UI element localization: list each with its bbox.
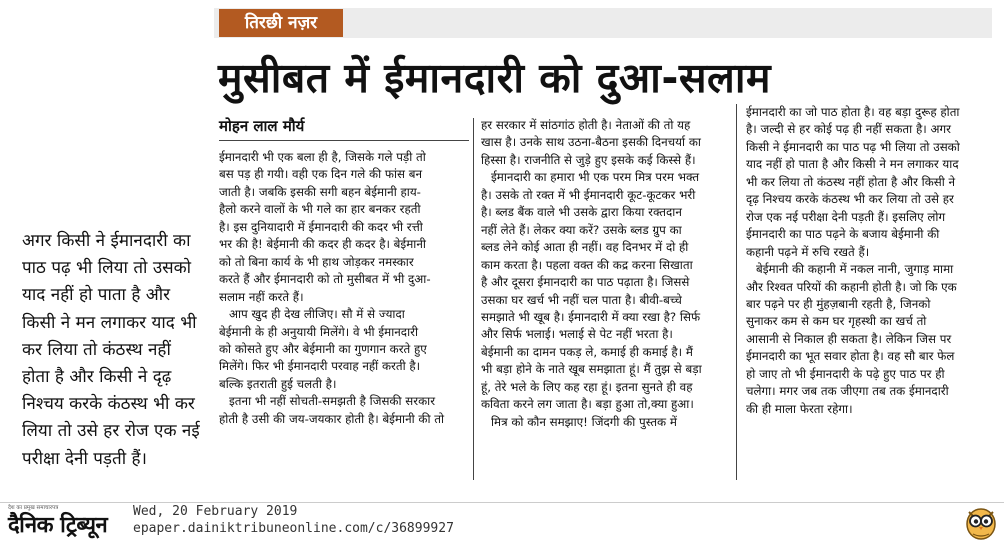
body-line: है और दूसरा ईमानदारी का पाठ पढ़ाता है। जिससे xyxy=(481,275,690,290)
body-line: रोज एक नई परीक्षा देनी पड़ती हैं। इसलिए लोग xyxy=(746,209,946,224)
body-line: बेईमानी की कहानी में नकल नानी, जुगाड़ मामा xyxy=(756,262,954,277)
body-line: इतना भी नहीं सोचती-समझती है जिसकी सरकार xyxy=(229,394,436,409)
pull-quote-line: निश्चय करके कंठस्थ भी कर xyxy=(22,394,195,415)
body-line: हैलो करने वालों के भी गले का हार बनकर रहती xyxy=(219,202,421,217)
body-line: है। उसके तो रक्त में भी ईमानदारी कूट-कूटकर भरी xyxy=(481,187,696,202)
column-divider xyxy=(736,104,737,480)
brand-tagline: देश का प्रमुख समाचारपत्र xyxy=(8,505,59,511)
body-line: ईमानदारी का हमारा भी एक परम मित्र परम भक्त xyxy=(491,170,700,185)
body-line: है। ब्लड बैंक वाले भी उसके द्वारा किया रक्तदान xyxy=(481,205,682,220)
body-line: किसी ने ईमानदारी का पाठ पढ़ भी लिया तो उसको xyxy=(746,139,960,154)
body-line: ईमानदारी का जो पाठ होता है। वह बड़ा दुरूह होता xyxy=(746,105,960,119)
body-line: बस पड़ ही गयी। वही एक दिन गले की फांस बन xyxy=(219,167,423,182)
body-line: हर सरकार में सांठगांठ होती है। नेताओं की तो यह xyxy=(481,118,691,132)
body-line: बार पढ़ने पर ही मुंहज़बानी रहती है, जिनको xyxy=(746,296,931,311)
body-line: है। इस दुनियादारी में ईमानदारी की कदर भी रत्ती xyxy=(219,219,423,234)
body-line: है। जल्दी से हर कोई पढ़ ही नहीं सकता है। अगर xyxy=(746,122,951,137)
pull-quote-line: याद नहीं हो पाता है और xyxy=(22,285,171,306)
byline-rule xyxy=(219,140,469,141)
body-line: सुनाकर कम से कम घर गृहस्थी का खर्च तो xyxy=(746,314,927,329)
pull-quote-line: पाठ पढ़ भी लिया तो उसको xyxy=(22,258,192,279)
body-line: कहानी पढ़ने में रुचि रखते हैं। xyxy=(746,244,870,259)
byline: मोहन लाल मौर्य xyxy=(219,117,305,135)
body-line: आसानी से निकाल ही सकता है। लेकिन जिस पर xyxy=(746,331,952,346)
body-line: हूं, तेरे भले के लिए कह रहा हूं। इतना सुनते ही वह xyxy=(481,379,693,394)
body-column-2 xyxy=(481,117,721,431)
pull-quote-line: परीक्षा देनी पड़ती हैं। xyxy=(22,448,147,469)
body-line: खास है। उनके साथ उठना-बैठना इसकी दिनचर्या का xyxy=(481,135,701,150)
body-line: काम करता है। पहला वक्त की कद्र करना सिखाता xyxy=(481,257,693,272)
body-line: कविता करने लग जाता है। बड़ा हुआ तो,क्या हुआ। xyxy=(481,397,694,412)
pull-quote-line: अगर किसी ने ईमानदारी का xyxy=(22,231,191,251)
body-line: को कोसते हुए और बेईमानी का गुणगान करते हुए xyxy=(219,341,427,356)
pull-quote xyxy=(22,228,202,473)
edition-url[interactable]: epaper.dainiktribuneonline.com/c/36899927 xyxy=(133,521,454,536)
brand-logo[interactable] xyxy=(8,505,126,541)
body-line: भर की है! बेईमानी की कदर ही कदर है। बेईमानी xyxy=(219,237,426,252)
body-line: हिस्सा है। राजनीति से जुड़े हुए इसके कई किस्से हैं। xyxy=(481,152,696,167)
column-divider xyxy=(473,118,474,480)
body-line: चलेगा। मगर जब तक जीएगा तब तक ईमानदारी xyxy=(746,384,949,399)
body-line: होती है उसी की जय-जयकार होती है। बेईमानी की तो xyxy=(219,411,445,426)
body-line: उसका घर खर्च भी नहीं चल पाता है। बीवी-बच्चे xyxy=(481,292,682,307)
body-line: ब्लड लेने कोई आता ही नहीं। वह दिनभर में दो ही xyxy=(481,240,689,255)
body-line: की ही माला फेरता रहेगा। xyxy=(746,401,853,416)
body-line: और रिश्वत परियों की कहानी होती है। जो कि एक xyxy=(746,279,957,294)
pull-quote-line: होता है और किसी ने दृढ़ xyxy=(22,367,172,388)
body-line: करते हैं और ईमानदारी को तो मुसीबत में भी दुआ- xyxy=(219,272,431,287)
body-line: ईमानदारी का पाठ पढ़ने के बजाय बेईमानी की xyxy=(746,227,940,242)
body-line: भी कर लिया तो कंठस्थ नहीं होता है और किसी ने xyxy=(746,174,956,189)
rubric-label: तिरछी नज़र xyxy=(219,9,343,37)
pull-quote-line: कर लिया तो कंठस्थ नहीं xyxy=(22,339,171,360)
body-line: दृढ़ निश्चय करके कंठस्थ भी कर लिया तो उसे हर xyxy=(746,192,954,207)
edition-meta xyxy=(133,503,454,537)
pull-quote-line: लिया तो उसे हर रोज एक नई xyxy=(22,421,200,442)
body-line: नहीं लेते हैं। लेकर क्या करें? उसके ब्लड ग्रुप का xyxy=(481,222,682,237)
body-line: सलाम नहीं करते हैं। xyxy=(219,289,304,304)
body-line: बेईमानी के ही अनुयायी मिलेंगे। वे भी ईमानदारी xyxy=(219,324,419,339)
headline: मुसीबत में ईमानदारी को दुआ-सलाम xyxy=(218,54,771,102)
body-line: हो जाए तो भी ईमानदारी के पढ़े हुए पाठ पर ही xyxy=(746,366,945,381)
body-line: जाती है। जबकि इसकी सगी बहन बेईमानी हाय- xyxy=(219,184,421,199)
body-line: को तो बिना कार्य के भी हाथ जोड़कर नमस्कार xyxy=(219,254,414,269)
body-line: समझाते भी खूब है। ईमानदारी में क्या रखा है? सिर्फ xyxy=(481,309,701,324)
owl-icon[interactable] xyxy=(964,504,998,540)
body-line: मिलेंगे। फिर भी ईमानदारी परवाह नहीं करती है। xyxy=(219,359,421,374)
body-line: भी बड़ा होने के नाते खूब समझाता हूं। मैं तुझ से बड़ा xyxy=(481,362,702,377)
brand-name: दैनिक ट्रिब्यून xyxy=(8,513,108,538)
body-line: याद नहीं हो पाता है और किसी ने मन लगाकर याद xyxy=(746,157,959,172)
body-line: ईमानदारी भी एक बला ही है, जिसके गले पड़ी तो xyxy=(219,150,426,164)
body-line: मित्र को कौन समझाए! जिंदगी की पुस्तक में xyxy=(491,414,677,429)
body-line: बल्कि इतराती हुई चलती है। xyxy=(219,376,337,391)
body-line: और सिर्फ भलाई। भलाई से पेट नहीं भरता है। xyxy=(481,327,673,342)
body-column-1 xyxy=(219,149,467,428)
body-line: ईमानदारी का भूत सवार होता है। वह सौ बार फेल xyxy=(746,349,955,364)
body-line: बेईमानी का दामन पकड़ ले, कमाई ही कमाई है। मैं xyxy=(481,344,693,359)
edition-date: Wed, 20 February 2019 xyxy=(133,504,298,519)
pull-quote-line: किसी ने मन लगाकर याद भी xyxy=(22,312,197,333)
body-line: आप खुद ही देख लीजिए। सौ में से ज्यादा xyxy=(229,307,405,322)
body-column-3 xyxy=(746,104,990,418)
